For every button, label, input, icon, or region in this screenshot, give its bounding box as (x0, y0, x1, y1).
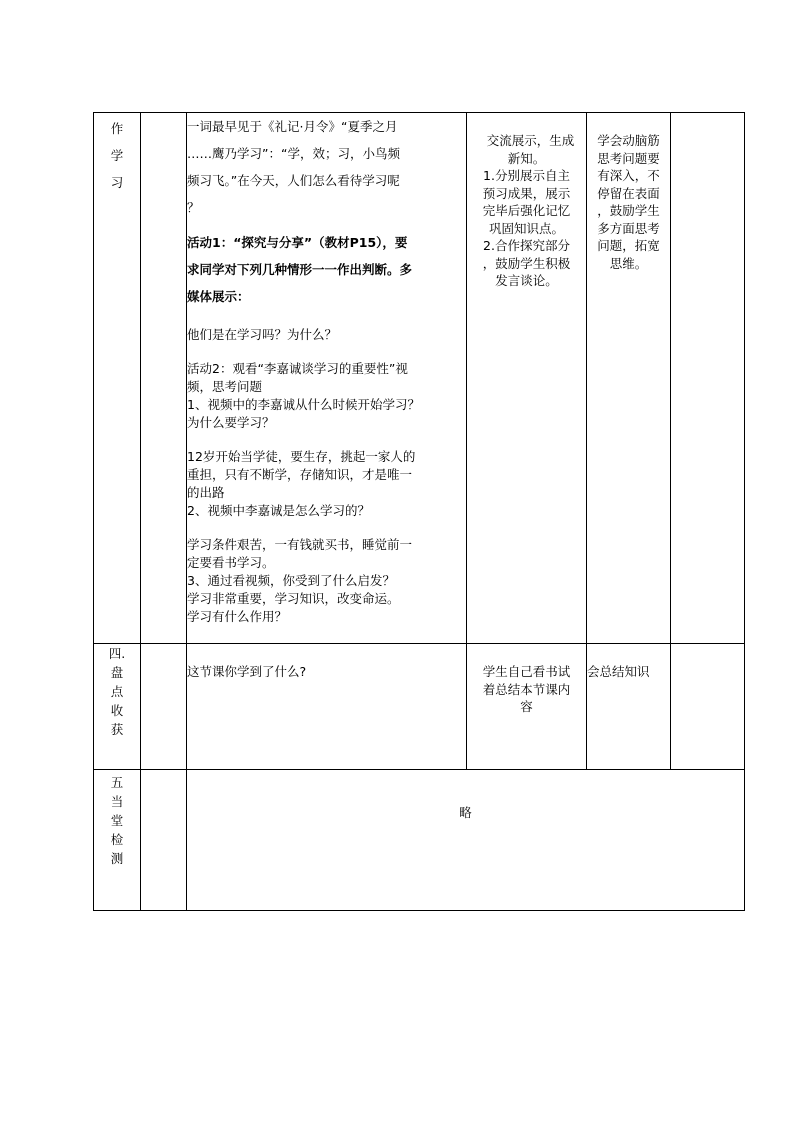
stage-char: 学 (110, 148, 124, 163)
student-line: 1.分别展示自主 (483, 168, 570, 183)
intent-line: 有深入，不 (597, 168, 660, 183)
stage-char: 堂 (110, 813, 124, 828)
empty-cell (141, 113, 187, 644)
stage-char: 获 (110, 722, 124, 737)
answer-line: 重担，只有不断学，存储知识，才是唯一 (187, 467, 413, 482)
design-intent-cell (587, 644, 671, 770)
intro-line: 频习飞。”在今天，人们怎么看待学习呢 (187, 173, 400, 188)
answer-line: 定要看书学习。 (187, 555, 275, 570)
activity1-line: 求同学对下列几种情形一一作出判断。多 (187, 262, 413, 277)
activity2-line: 1、视频中的李嘉诚从什么时候开始学习？ (187, 397, 420, 412)
empty-cell (141, 644, 187, 770)
table-row-test (94, 770, 745, 911)
activity1-line: 活动1：“探究与分享”（教材P15），要 (187, 235, 408, 250)
stage-char: 收 (110, 703, 124, 718)
intent-line: 学会动脑筋 (597, 133, 660, 148)
question-line: 3、通过看视频，你受到了什么启发？ (187, 573, 395, 588)
test-content-cell (187, 770, 745, 911)
design-intent-cell (587, 113, 671, 644)
student-activity-cell (467, 113, 587, 644)
stage-cell-harvest (94, 644, 141, 770)
teaching-content-cell (187, 644, 467, 770)
answer-line: 学习非常重要，学习知识，改变命运。 (187, 591, 400, 606)
table-row-study (94, 113, 745, 644)
stage-char: 作 (110, 121, 124, 136)
student-line: 巩固知识点。 (488, 220, 564, 236)
student-line: 完毕后强化记忆 (482, 203, 571, 218)
answer-line: 12岁开始当学徒，要生存，挑起一家人的 (187, 449, 416, 464)
stage-char: 五 (110, 775, 124, 790)
intro-line: ……鹰乃学习”：“学，效；习，小鸟频 (187, 146, 400, 161)
intent-line: 多方面思考 (597, 220, 660, 236)
student-line: 交流展示，生成 (486, 133, 575, 148)
student-line: ，鼓励学生积极 (482, 255, 571, 271)
student-line: 新知。 (507, 150, 546, 166)
empty-cell (671, 113, 745, 644)
empty-cell (141, 770, 187, 911)
intent-line: 思考问题要 (597, 150, 660, 166)
stage-char: 盘 (110, 665, 124, 680)
empty-cell (671, 644, 745, 770)
intent-line: 思维。 (609, 255, 648, 271)
intro-line: ？ (187, 200, 200, 215)
student-line: 学生自己看书试 (482, 664, 571, 679)
student-line: 发言谈论。 (495, 273, 558, 288)
intro-line: 一词最早见于《礼记·月令》“夏季之月 (187, 119, 398, 134)
stage-char: 测 (110, 851, 124, 866)
lesson-plan-table (93, 112, 745, 911)
student-line: 2.合作探究部分 (483, 238, 570, 253)
question-line: 2、视频中李嘉诚是怎么学习的？ (187, 503, 370, 518)
activity2-line: 为什么要学习？ (187, 415, 275, 430)
question-line: 学习有什么作用？ (187, 609, 288, 624)
intent-line: 停留在表面 (597, 185, 660, 201)
stage-char: 四. (108, 646, 126, 661)
stage-char: 检 (110, 832, 124, 847)
summary-question: 这节课你学到了什么? (187, 664, 307, 679)
answer-line: 学习条件艰苦，一有钱就买书，睡觉前一 (187, 537, 413, 552)
teaching-content-cell (187, 113, 467, 644)
activity2-line: 频，思考问题 (187, 379, 263, 394)
student-line: 预习成果，展示 (482, 185, 571, 201)
intent-line: 问题，拓宽 (597, 238, 660, 253)
stage-cell-study (94, 113, 141, 644)
table-row-harvest (94, 644, 745, 770)
stage-cell-test (94, 770, 141, 911)
test-content: 略 (459, 805, 472, 820)
activity1-line: 媒体展示： (187, 289, 250, 304)
student-line: 容 (520, 699, 533, 714)
stage-char: 点 (110, 684, 124, 699)
answer-line: 的出路 (187, 485, 225, 500)
intent-line: ，鼓励学生 (597, 203, 660, 218)
question-main: 他们是在学习吗？为什么？ (187, 327, 338, 342)
intent-line: 会总结知识 (587, 664, 650, 679)
student-activity-cell (467, 644, 587, 770)
stage-char: 习 (110, 175, 124, 190)
stage-char: 当 (110, 794, 124, 809)
student-line: 着总结本节课内 (482, 681, 571, 697)
activity2-line: 活动2：观看“李嘉诚谈学习的重要性”视 (187, 361, 408, 376)
